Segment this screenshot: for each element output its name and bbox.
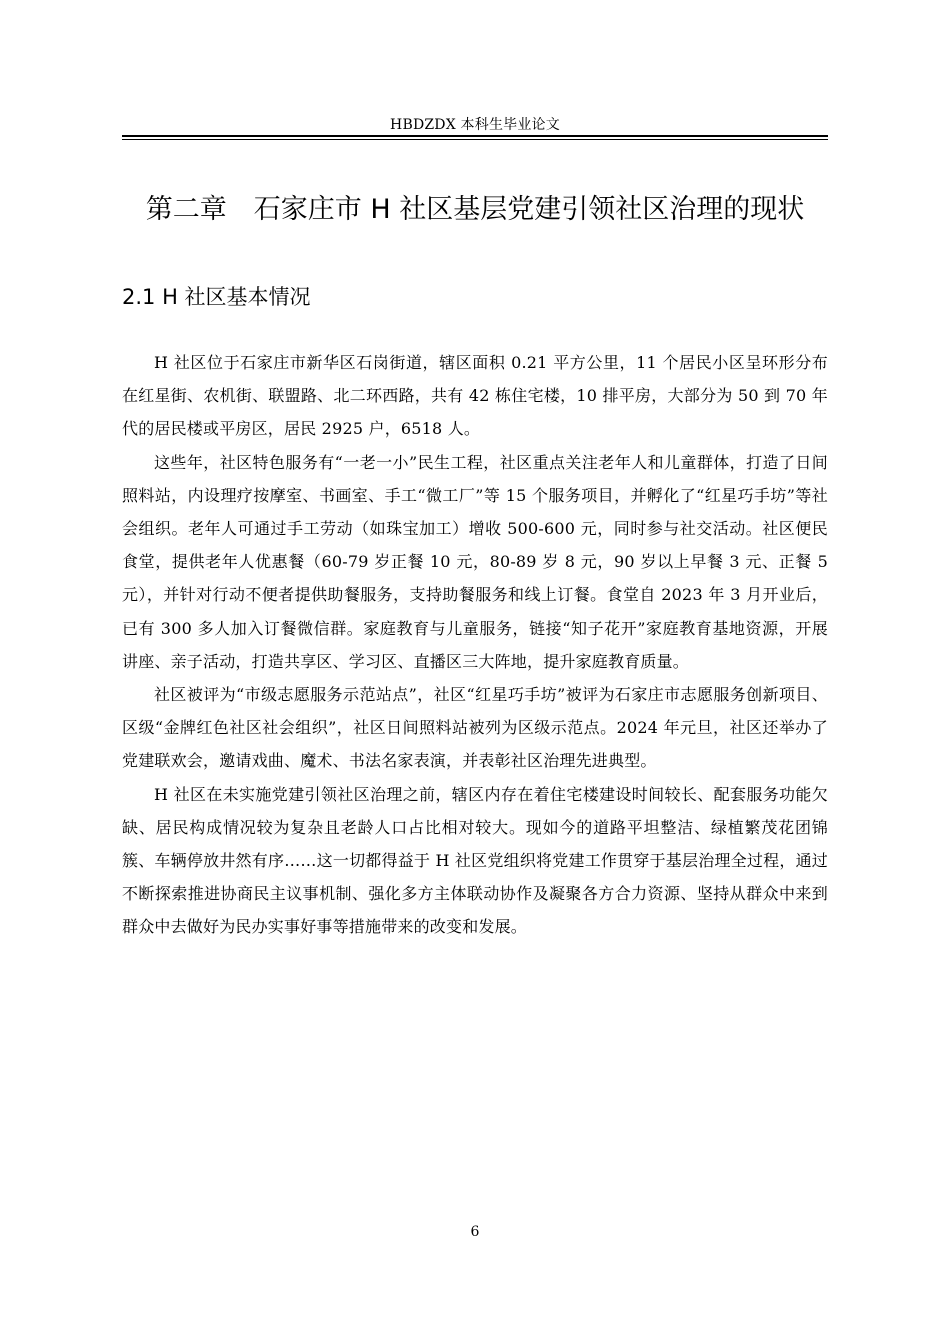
section-title: 2.1 H 社区基本情况 — [122, 285, 311, 309]
paragraph-governance-change: H 社区在未实施党建引领社区治理之前，辖区内存在着住宅楼建设时间较长、配套服务功能欠缺、居民构成情况较为复杂且老龄人口占比相对较大。现如今的道路平坦整洁、绿植繁茂花团锦簇、车辆停放井然有序……这一切都得益于 H 社区党组织将党建工作贯穿于基层治理全过程，通过不断探索推进协商民主议事机制、强化多方主体联动协作及凝聚各方合力资源、坚持从群众中来到群众中去做好为民办实事好事等措施带来的改变和发展。 — [122, 784, 828, 937]
paragraph-honors: 社区被评为“市级志愿服务示范站点”，社区“红星巧手坊”被评为石家庄市志愿服务创新项目、区级“金牌红色社区社会组织”，社区日间照料站被列为区级示范点。2024 年元旦，社区还举办了党建联欢会，邀请戏曲、魔术、书法名家表演，并表彰社区治理先进典型。 — [122, 685, 828, 771]
header-rule — [122, 135, 828, 137]
body-text — [122, 346, 828, 944]
page-number: 6 — [470, 1224, 480, 1240]
chapter-title: 第二章 石家庄市 H 社区基层党建引领社区治理的现状 — [145, 194, 805, 225]
running-header: HBDZDX 本科生毕业论文 — [390, 117, 560, 133]
paragraph-community-overview: H 社区位于石家庄市新华区石岗街道，辖区面积 0.21 平方公里，11 个居民小区呈环形分布在红星街、农机街、联盟路、北二环西路，共有 42 栋住宅楼，10 排平房，大部分为 50 到 70 年代的居民楼或平房区，居民 2925 户，6518 人。 — [122, 353, 828, 439]
header-rule-secondary — [122, 139, 828, 140]
paragraph-featured-services: 这些年，社区特色服务有“一老一小”民生工程，社区重点关注老年人和儿童群体，打造了日间照料站，内设理疗按摩室、书画室、手工“微工厂”等 15 个服务项目，并孵化了“红星巧手坊”等社会组织。老年人可通过手工劳动（如珠宝加工）增收 500-600 元，同时参与社交活动。社区便民食堂，提供老年人优惠餐（60-79 岁正餐 10 元，80-89 岁 8 元，90 岁以上早餐 3 元、正餐 5 元），并针对行动不便者提供助餐服务，支持助餐服务和线上订餐。食堂自 2023 年 3 月开业后，已有 300 多人加入订餐微信群。家庭教育与儿童服务，链接“知子花开”家庭教育基地资源，开展讲座、亲子活动，打造共享区、学习区、直播区三大阵地，提升家庭教育质量。 — [122, 452, 828, 671]
